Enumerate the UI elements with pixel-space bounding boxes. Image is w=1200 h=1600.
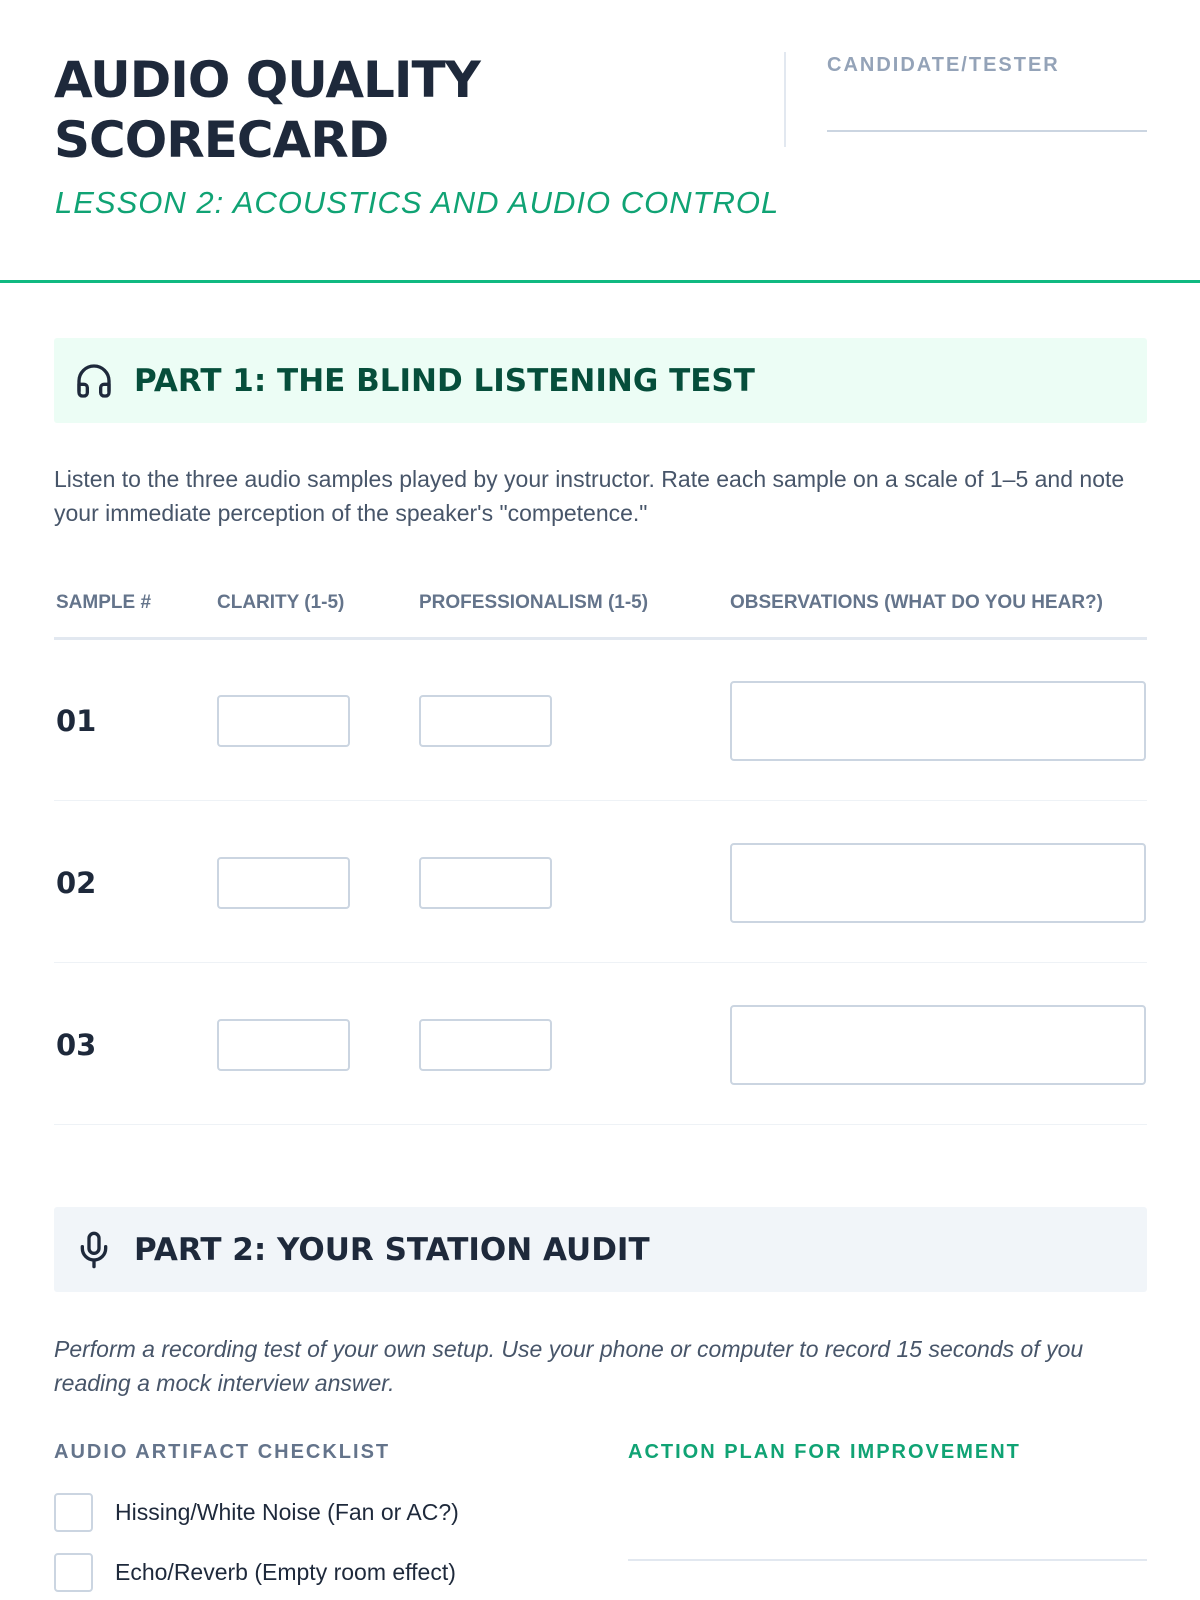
checkbox[interactable] bbox=[54, 1553, 93, 1592]
table-row bbox=[54, 640, 1147, 801]
col-header-professionalism: PROFESSIONALISM (1-5) bbox=[419, 592, 649, 613]
col-header-clarity: CLARITY (1-5) bbox=[217, 592, 345, 613]
clarity-input[interactable] bbox=[217, 857, 350, 909]
checklist-item-label: Hissing/White Noise (Fan or AC?) bbox=[115, 1499, 459, 1525]
observations-input[interactable] bbox=[730, 681, 1146, 761]
clarity-input[interactable] bbox=[217, 1019, 350, 1071]
col-header-observations: OBSERVATIONS (WHAT DO YOU HEAR?) bbox=[730, 592, 1103, 613]
action-plan-label: ACTION PLAN FOR IMPROVEMENT bbox=[628, 1441, 1021, 1463]
part1-title: PART 1: THE BLIND LISTENING TEST bbox=[134, 362, 755, 399]
sample-number: 02 bbox=[56, 866, 97, 900]
lesson-subtitle: LESSON 2: ACOUSTICS AND AUDIO CONTROL bbox=[55, 185, 780, 220]
header bbox=[0, 0, 1200, 283]
checklist-item bbox=[54, 1553, 456, 1592]
part1-intro: Listen to the three audio samples played by your instructor. Rate each sample on a scale of 1–5 and note your immediate perception of the speaker's "competence." bbox=[54, 466, 1125, 526]
title-line-2: SCORECARD bbox=[54, 111, 389, 169]
table-row bbox=[54, 964, 1147, 1125]
sample-number: 01 bbox=[56, 704, 97, 738]
candidate-label: CANDIDATE/TESTER bbox=[827, 54, 1060, 76]
table-row bbox=[54, 802, 1147, 963]
title-line-1: AUDIO QUALITY bbox=[54, 51, 480, 109]
page-title bbox=[54, 50, 754, 170]
checklist-item bbox=[54, 1493, 459, 1532]
professionalism-input[interactable] bbox=[419, 857, 552, 909]
observations-input[interactable] bbox=[730, 1005, 1146, 1085]
candidate-name-field[interactable] bbox=[827, 130, 1147, 132]
professionalism-input[interactable] bbox=[419, 1019, 552, 1071]
part2-header bbox=[54, 1207, 1147, 1292]
col-header-sample: SAMPLE # bbox=[56, 592, 152, 613]
sample-number: 03 bbox=[56, 1028, 97, 1062]
header-divider bbox=[784, 52, 786, 147]
part2-title: PART 2: YOUR STATION AUDIT bbox=[134, 1231, 650, 1268]
action-plan-field[interactable] bbox=[628, 1559, 1147, 1561]
professionalism-input[interactable] bbox=[419, 695, 552, 747]
headphones-icon bbox=[74, 361, 114, 401]
microphone-icon bbox=[74, 1230, 114, 1270]
observations-input[interactable] bbox=[730, 843, 1146, 923]
checkbox[interactable] bbox=[54, 1493, 93, 1532]
checklist-item-label: Echo/Reverb (Empty room effect) bbox=[115, 1559, 456, 1585]
clarity-input[interactable] bbox=[217, 695, 350, 747]
checklist-label: AUDIO ARTIFACT CHECKLIST bbox=[54, 1441, 391, 1463]
part1-header bbox=[54, 338, 1147, 423]
part2-intro: Perform a recording test of your own setup. Use your phone or computer to record 15 seconds of you reading a mock interview answer. bbox=[54, 1336, 1084, 1396]
